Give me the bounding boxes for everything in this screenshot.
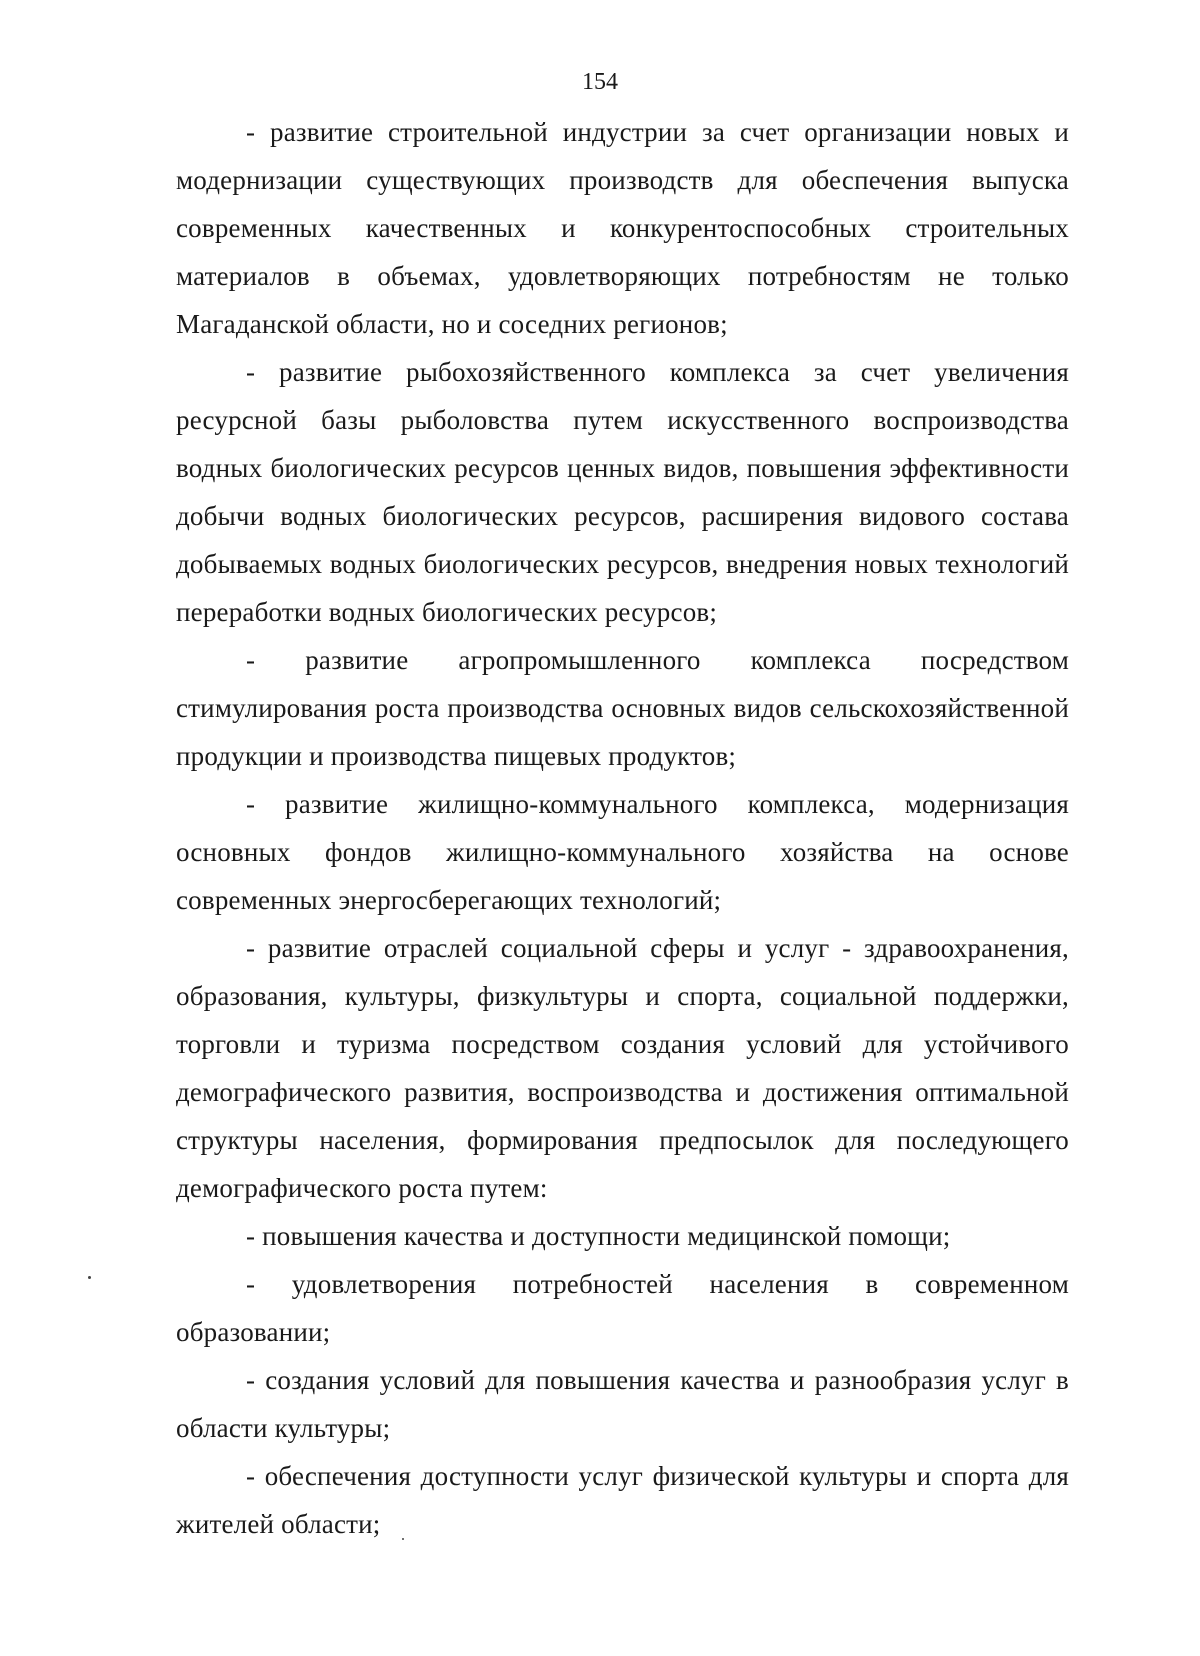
paragraph-sport: - обеспечения доступности услуг физической культуры и спорта для жителей области;	[176, 1461, 1069, 1539]
paragraph-culture: - создания условий для повышения качества и разнообразия услуг в области культуры;	[176, 1365, 1069, 1443]
paragraph-medical-care: - повышения качества и доступности медицинской помощи;	[246, 1221, 951, 1251]
paragraph-fishery-complex: - развитие рыбохозяйственного комплекса за счет увеличения ресурсной базы рыболовства путем искусственного воспроизводства водных биологических ресурсов ценных видов, повышения эффективности добычи водных биологических ресурсов, расширения видового состава добываемых водных биологических ресурсов, внедрения новых технологий переработки водных биологических ресурсов;	[176, 357, 1069, 627]
paragraph-agro-complex: - развитие агропромышленного комплекса посредством стимулирования роста производства основных видов сельскохозяйственной продукции и производства пищевых продуктов;	[176, 645, 1069, 771]
paragraph-construction-industry: - развитие строительной индустрии за счет организации новых и модернизации существующих производств для обеспечения выпуска современных качественных и конкурентоспособных строительных материалов в объемах, удовлетворяющих потребностям не только Магаданской области, но и соседних регионов;	[176, 117, 1069, 339]
paragraph-housing-utilities: - развитие жилищно-коммунального комплекса, модернизация основных фондов жилищно-коммунального хозяйства на основе современных энергосберегающих технологий;	[176, 789, 1069, 915]
paragraph-education: - удовлетворения потребностей населения в современном образовании;	[176, 1269, 1069, 1347]
scan-speck	[402, 1538, 404, 1540]
scan-speck	[88, 1276, 91, 1279]
paragraph-social-sphere: - развитие отраслей социальной сферы и услуг - здравоохранения, образования, культуры, физкультуры и спорта, социальной поддержки, торговли и туризма посредством создания условий для устойчивого демографического развития, воспроизводства и достижения оптимальной структуры населения, формирования предпосылок для последующего демографического роста путем:	[176, 933, 1069, 1203]
document-body	[176, 108, 1069, 1548]
page-number: 154	[582, 69, 618, 95]
